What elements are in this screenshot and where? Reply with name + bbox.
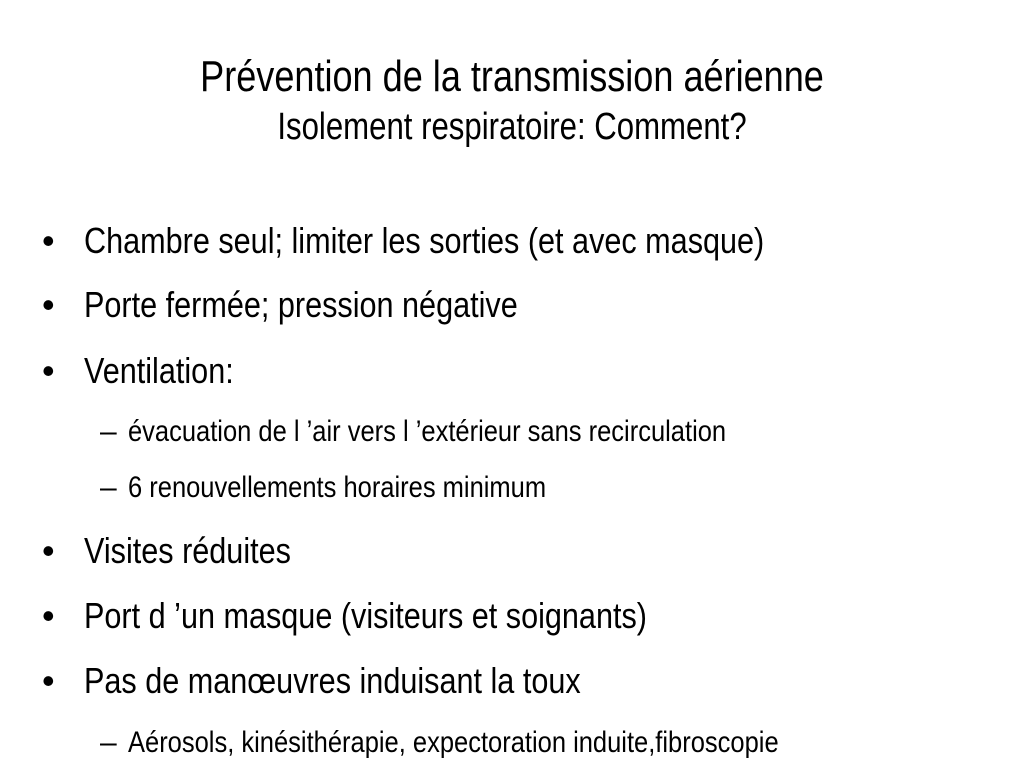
- bullet-mark: •: [42, 220, 55, 261]
- sub-bullet-text: 6 renouvellements horaires minimum: [128, 471, 547, 504]
- bullet-text: Visites réduites: [84, 530, 291, 571]
- slide-title-block: [0, 50, 1024, 150]
- bullet-mark: •: [42, 284, 55, 325]
- bullet-mark: •: [42, 530, 55, 571]
- bullet-text: Ventilation:: [84, 350, 234, 391]
- sub-bullet-text: évacuation de l ’air vers l ’extérieur sans recirculation: [128, 415, 727, 448]
- bullet-text: Chambre seul; limiter les sorties (et avec masque): [84, 220, 765, 261]
- bullet-text: Porte fermée; pression négative: [84, 284, 518, 325]
- dash-mark: –: [100, 471, 117, 504]
- bullet-text: Port d ’un masque (visiteurs et soignants): [84, 595, 647, 636]
- bullet-text: Pas de manœuvres induisant la toux: [84, 660, 581, 701]
- bullet-mark: •: [42, 350, 55, 391]
- slide-title: Prévention de la transmission aérienne: [200, 52, 824, 101]
- bullet-mark: •: [42, 660, 55, 701]
- sub-bullet-text: Aérosols, kinésithérapie, expectoration induite,fibroscopie: [128, 726, 779, 759]
- slide-subtitle: Isolement respiratoire: Comment?: [277, 106, 747, 148]
- bullet-mark: •: [42, 595, 55, 636]
- dash-mark: –: [100, 726, 117, 759]
- dash-mark: –: [100, 415, 117, 448]
